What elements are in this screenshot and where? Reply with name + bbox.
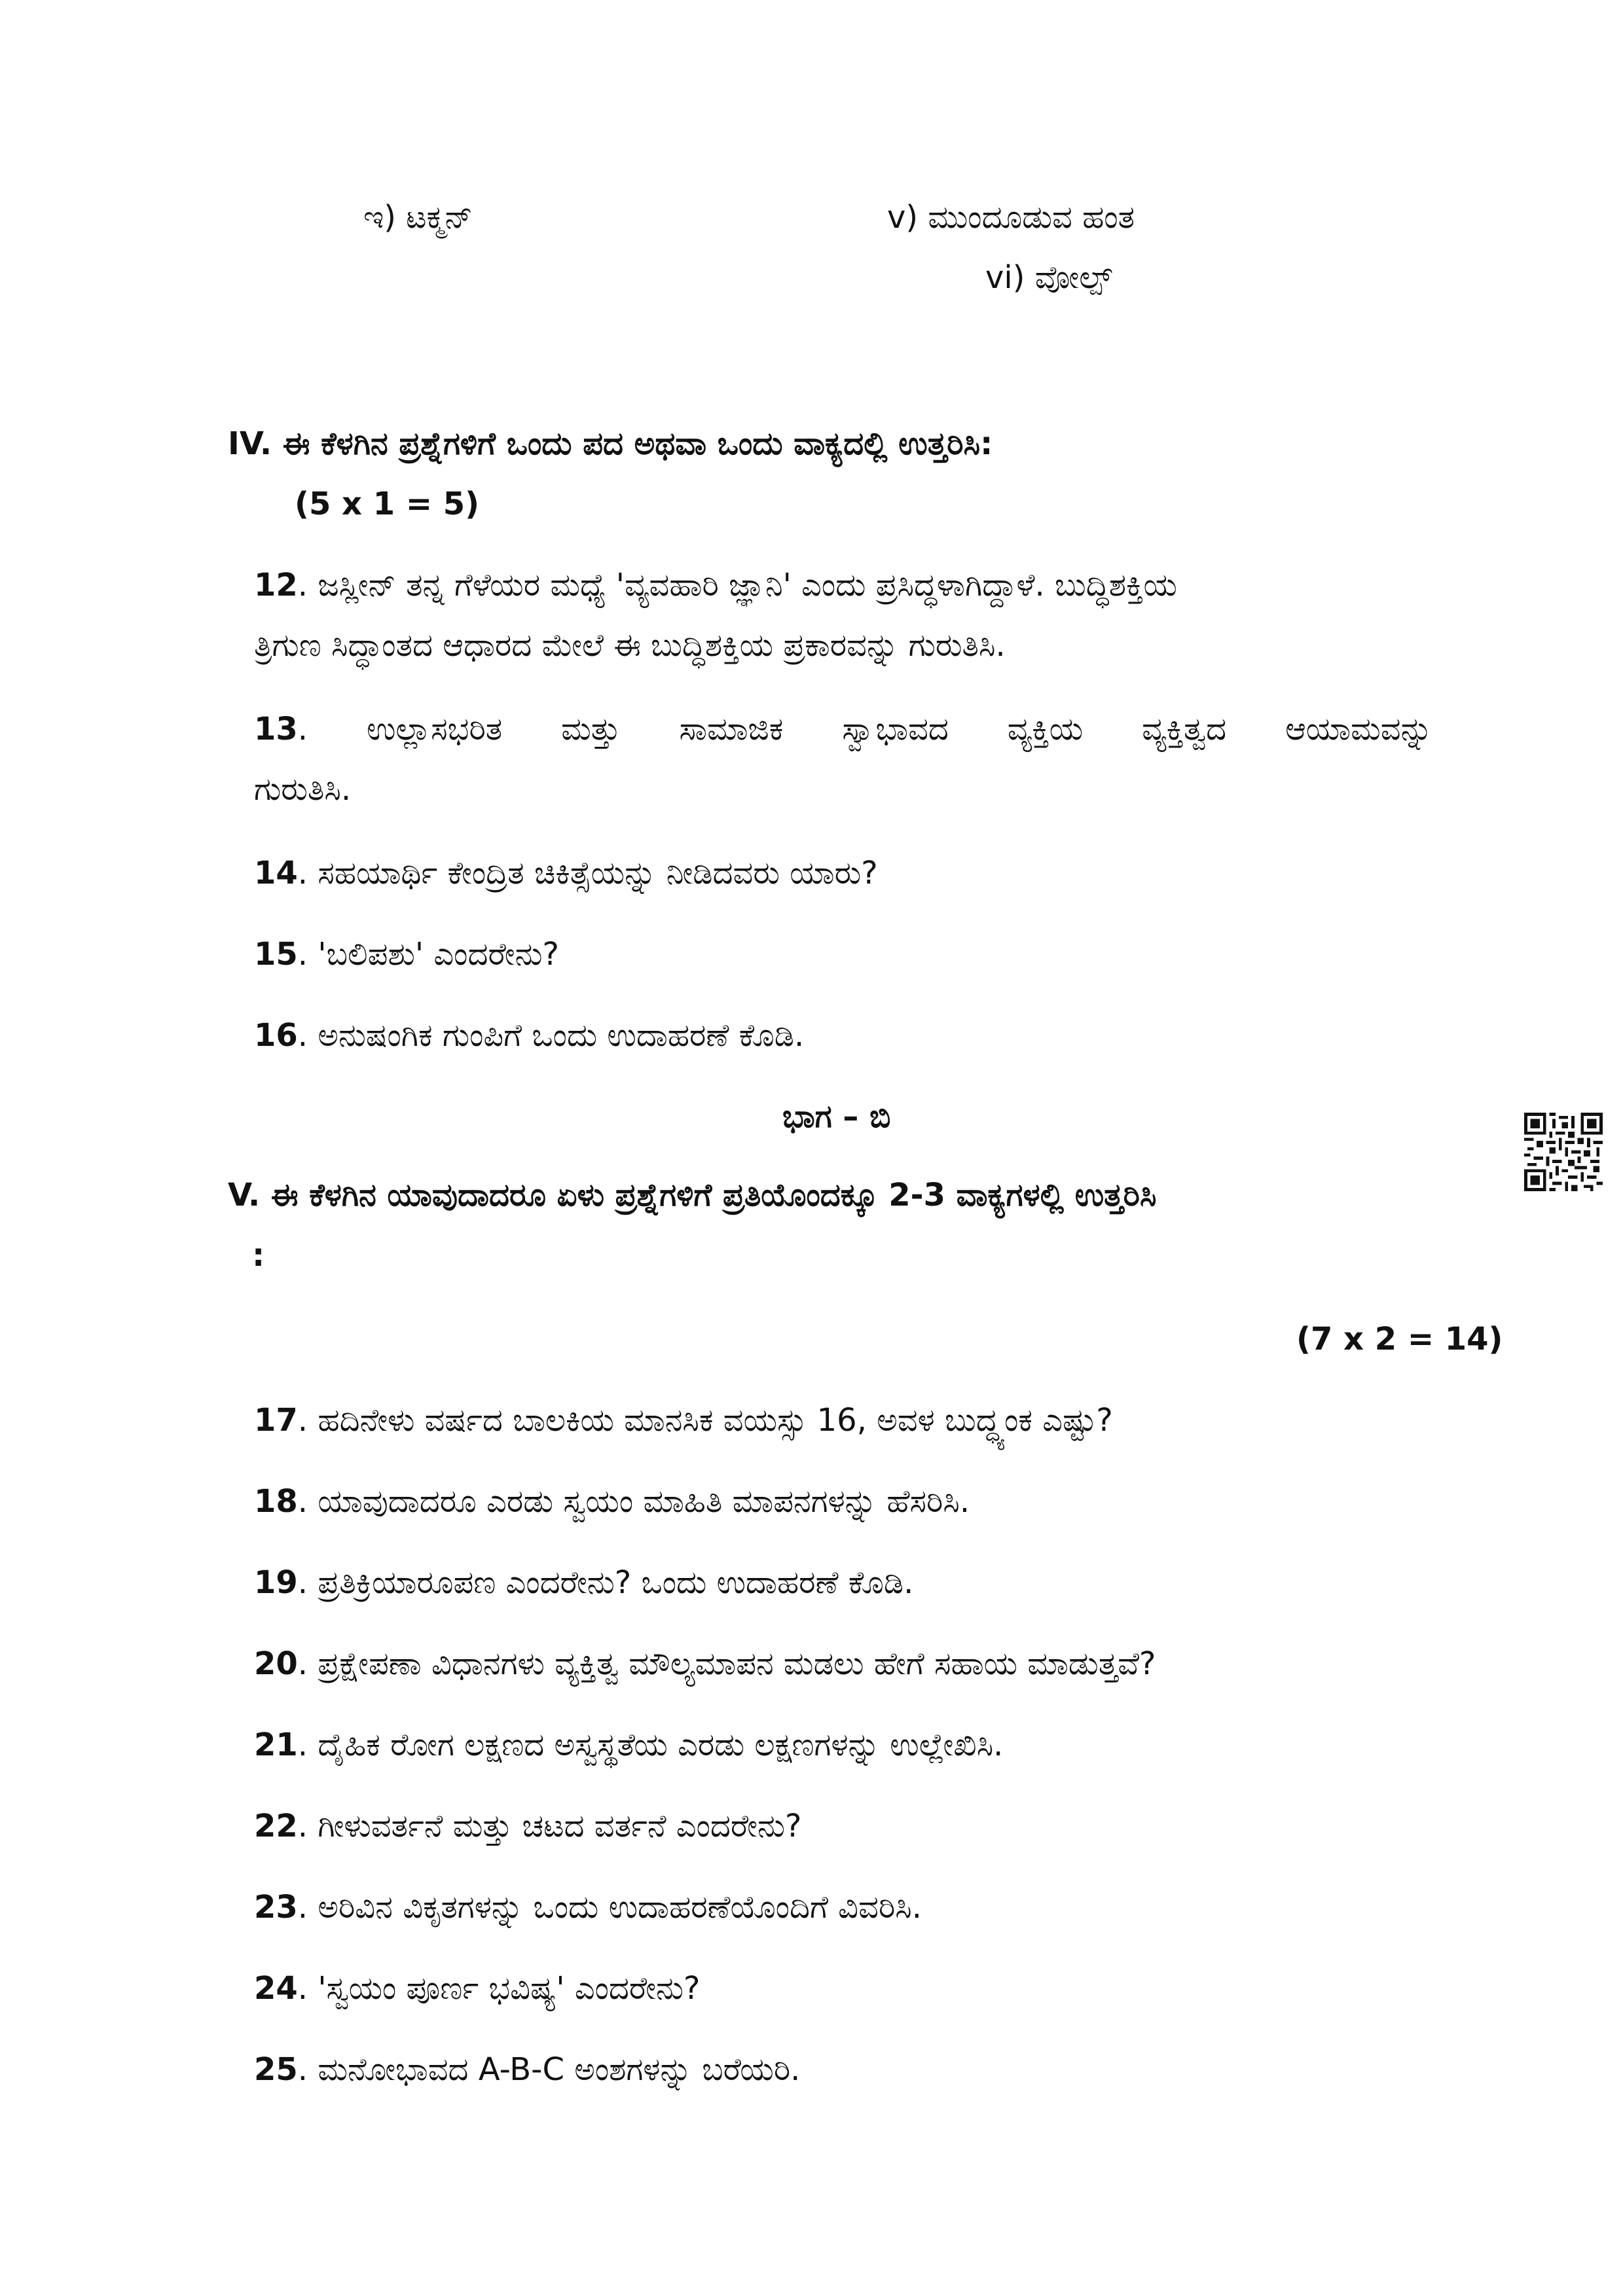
question-number: 22 <box>254 1808 298 1844</box>
option-vi: vi) ವೋಲ್ಪ್ <box>985 259 1112 296</box>
question-number: 14 <box>254 855 298 891</box>
question-number: 15 <box>254 936 298 973</box>
question-text: . ಯಾವುದಾದರೂ ಎರಡು ಸ್ವಯಂ ಮಾಹಿತಿ ಮಾಪನಗಳನ್ನು ಹೆಸರಿಸಿ. <box>297 1483 970 1520</box>
question-22 <box>254 1806 801 1846</box>
qr-code <box>1524 1113 1603 1191</box>
question-17 <box>254 1401 1113 1440</box>
section-v-heading: V. ಈ ಕೆಳಗಿನ ಯಾವುದಾದರೂ ಏಳು ಪ್ರಶ್ನೆಗಳಿಗೆ ಪ್ರತಿಯೊಂದಕ್ಕೂ 2-3 ವಾಕ್ಯಗಳಲ್ಲಿ ಉತ್ತರಿಸಿ <box>228 1177 1157 1213</box>
question-16 <box>254 1016 804 1055</box>
section-v-heading-colon: : <box>252 1237 265 1274</box>
question-text: . ಗೀಳುವರ್ತನೆ ಮತ್ತು ಚಟದ ವರ್ತನೆ ಎಂದರೇನು? <box>297 1808 802 1844</box>
question-text: . ಅನುಷಂಗಿಕ ಗುಂಪಿಗೆ ಒಂದು ಉದಾಹರಣೆ ಕೊಡಿ. <box>297 1017 805 1054</box>
option-iii: ಇ) ಟಕ್ಮನ್ <box>363 199 473 236</box>
question-text: . ಸಹಯಾರ್ಥಿ ಕೇಂದ್ರಿತ ಚಿಕಿತ್ಸೆಯನ್ನು ನೀಡಿದವರು ಯಾರು? <box>297 855 878 891</box>
part-b-title: ಭಾಗ – ಬಿ <box>782 1098 891 1135</box>
question-15 <box>254 935 559 974</box>
question-text: . ಅರಿವಿನ ವಿಕೃತಗಳನ್ನು ಒಂದು ಉದಾಹರಣೆಯೊಂದಿಗೆ ವಿವರಿಸಿ. <box>297 1889 922 1926</box>
section-v-marks: (7 x 2 = 14) <box>1296 1321 1503 1357</box>
question-text: . ಜಸ್ಲೀನ್ ತನ್ನ ಗೆಳೆಯರ ಮಧ್ಯೆ 'ವ್ಯವಹಾರಿ ಜ್ಞಾನಿ' ಎಂದು ಪ್ರಸಿದ್ಧಳಾಗಿದ್ದಾಳೆ. ಬುದ್ಧಿಶಕ್ತಿಯ <box>297 567 1177 603</box>
question-text: . 'ಬಲಿಪಶು' ಎಂದರೇನು? <box>297 936 560 973</box>
question-number: 17 <box>254 1402 298 1439</box>
question-number: 18 <box>254 1483 298 1520</box>
question-12 <box>254 565 1177 605</box>
question-12-line-2: ತ್ರಿಗುಣ ಸಿದ್ಧಾಂತದ ಆಧಾರದ ಮೇಲೆ ಈ ಬುದ್ಧಿಶಕ್ತಿಯ ಪ್ರಕಾರವನ್ನು ಗುರುತಿಸಿ. <box>254 627 1006 664</box>
question-text: . 'ಸ್ವಯಂ ಪೂರ್ಣ ಭವಿಷ್ಯ' ಎಂದರೇನು? <box>297 1970 701 2007</box>
question-13 <box>254 709 1432 749</box>
question-number: 23 <box>254 1889 298 1926</box>
question-text: . ದೈಹಿಕ ರೋಗ ಲಕ್ಷಣದ ಅಸ್ವಸ್ಥತೆಯ ಎರಡು ಲಕ್ಷಣಗಳನ್ನು ಉಲ್ಲೇಖಿಸಿ. <box>297 1727 1004 1763</box>
question-19 <box>254 1563 913 1602</box>
question-number: 25 <box>254 2051 298 2088</box>
question-text: . ಮನೋಭಾವದ A-B-C ಅಂಶಗಳನ್ನು ಬರೆಯರಿ. <box>297 2051 801 2088</box>
question-text: . ಉಲ್ಲಾಸಭರಿತ ಮತ್ತು ಸಾಮಾಜಿಕ ಸ್ವಾಭಾವದ ವ್ಯಕ್ತಿಯ ವ್ಯಕ್ತಿತ್ವದ ಆಯಾಮವನ್ನು <box>297 711 1432 747</box>
question-23 <box>254 1888 922 1927</box>
question-number: 24 <box>254 1970 298 2007</box>
question-24 <box>254 1969 700 2008</box>
question-text: . ಪ್ರಕ್ಷೇಪಣಾ ವಿಧಾನಗಳು ವ್ಯಕ್ತಿತ್ವ ಮೌಲ್ಯಮಾಪನ ಮಡಲು ಹೇಗೆ ಸಹಾಯ ಮಾಡುತ್ತವೆ? <box>297 1645 1156 1682</box>
question-14 <box>254 853 878 893</box>
question-number: 21 <box>254 1727 298 1763</box>
question-number: 16 <box>254 1017 298 1054</box>
question-25 <box>254 2050 800 2089</box>
section-iv-marks: (5 x 1 = 5) <box>295 486 480 522</box>
question-number: 19 <box>254 1564 298 1601</box>
question-number: 12 <box>254 567 298 603</box>
question-18 <box>254 1482 970 1521</box>
question-21 <box>254 1725 1003 1765</box>
question-text: . ಹದಿನೇಳು ವರ್ಷದ ಬಾಲಕಿಯ ಮಾನಸಿಕ ವಯಸ್ಸು 16, ಅವಳ ಬುದ್ಧ್ಯಂಕ ಎಷ್ಟು? <box>297 1402 1113 1439</box>
question-13-line-2: ಗುರುತಿಸಿ. <box>254 771 352 808</box>
question-number: 20 <box>254 1645 298 1682</box>
option-v: v) ಮುಂದೂಡುವ ಹಂತ <box>887 199 1135 236</box>
section-iv-heading: IV. ಈ ಕೆಳಗಿನ ಪ್ರಶ್ನೆಗಳಿಗೆ ಒಂದು ಪದ ಅಥವಾ ಒಂದು ವಾಕ್ಯದಲ್ಲಿ ಉತ್ತರಿಸಿ: <box>228 425 993 462</box>
question-text: . ಪ್ರತಿಕ್ರಿಯಾರೂಪಣ ಎಂದರೇನು? ಒಂದು ಉದಾಹರಣೆ ಕೊಡಿ. <box>297 1564 914 1601</box>
question-number: 13 <box>254 711 298 747</box>
question-20 <box>254 1644 1156 1683</box>
